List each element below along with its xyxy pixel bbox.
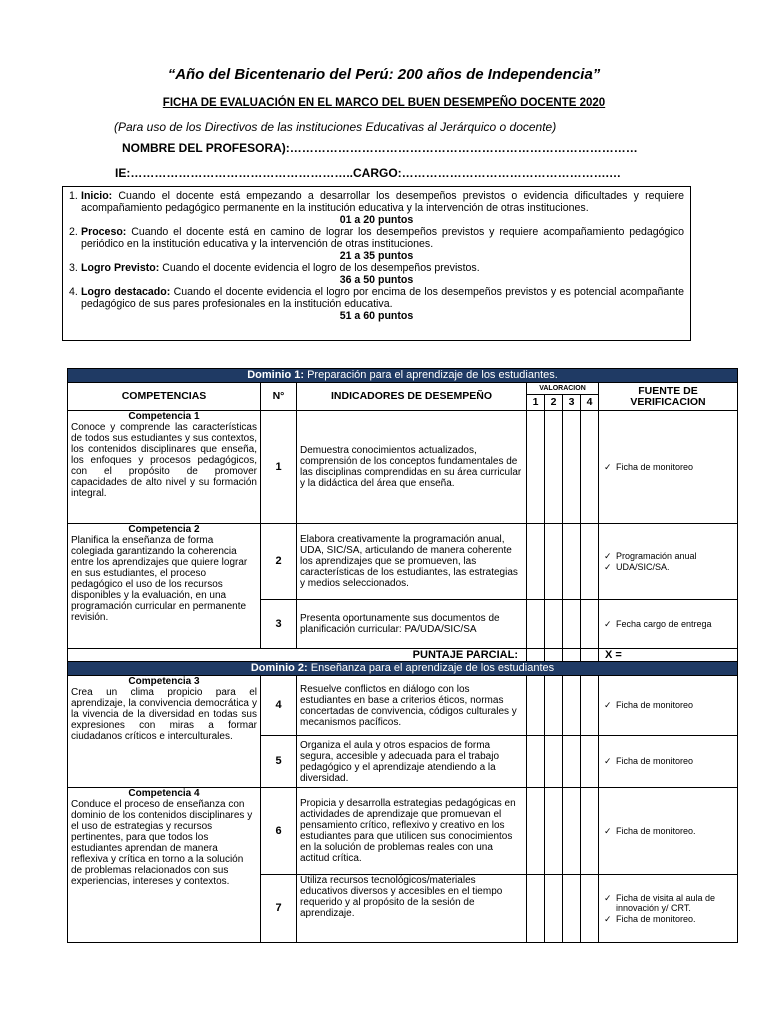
- indicator-text: Presenta oportunamente sus documentos de planificación curricular: PA/UDA/SIC/SA: [297, 600, 527, 649]
- score-cell-2[interactable]: [545, 875, 563, 943]
- source-cell: [599, 788, 738, 875]
- competencia-cell: [68, 676, 261, 788]
- teacher-name-field: NOMBRE DEL PROFESORA):……………………………………………………………………………: [122, 141, 638, 155]
- header-valoracion: VALORACION: [527, 383, 599, 395]
- competencia-text: Planifica la enseñanza de forma colegiada garantizando la coherencia entre los aprendizajes que quiere lograr en sus estudiantes, el proceso pedagógico el uso de los recursos disponibles y la evaluación, en una programación curricular en permanente revisión.: [71, 535, 248, 623]
- puntaje-cell-4[interactable]: [581, 649, 599, 662]
- score-cell-1[interactable]: [527, 600, 545, 649]
- competencia-cell: [68, 411, 261, 524]
- level-name: Logro destacado:: [81, 286, 171, 298]
- document-title: [0, 97, 768, 109]
- indicator-text: Organiza el aula y otros espacios de forma segura, accesible y adecuada para el trabajo pedagógico y el aprendizaje atendiendo a la diversidad.: [297, 736, 527, 788]
- header-fuente: FUENTE DE VERIFICACION: [599, 383, 738, 411]
- dominio-2-label: Dominio 2:: [250, 662, 308, 674]
- score-cell-3[interactable]: [563, 600, 581, 649]
- score-cell-2[interactable]: [545, 600, 563, 649]
- indicator-number: 7: [261, 875, 297, 943]
- score-cell-1[interactable]: [527, 676, 545, 736]
- levels-box: [62, 186, 691, 341]
- score-cell-2[interactable]: [545, 788, 563, 875]
- competencia-text: Conduce el proceso de enseñanza con dominio de los contenidos disciplinares y el uso de estrategias y recursos pertinentes, para que todos los estudiantes aprendan de manera reflexiva y crítica en torno a la solución de problemas relacionados con sus experiencias, intereses y contextos.: [71, 799, 253, 887]
- source-cell: [599, 875, 738, 943]
- score-cell-4[interactable]: [581, 600, 599, 649]
- score-cell-4[interactable]: [581, 875, 599, 943]
- table-row: [68, 676, 738, 736]
- score-cell-4[interactable]: [581, 736, 599, 788]
- header-num: N°: [261, 383, 297, 411]
- puntaje-row: [68, 649, 738, 662]
- scale-2: 2: [545, 395, 563, 411]
- score-cell-3[interactable]: [563, 524, 581, 600]
- score-cell-4[interactable]: [581, 676, 599, 736]
- score-cell-2[interactable]: [545, 676, 563, 736]
- puntaje-average: X =: [599, 649, 738, 662]
- header-indicadores: INDICADORES DE DESEMPEÑO: [297, 383, 527, 411]
- indicator-number: 5: [261, 736, 297, 788]
- table-header-row: [68, 383, 738, 395]
- level-item: [69, 286, 684, 310]
- level-range: 36 a 50 puntos: [339, 274, 414, 286]
- document-subtitle: (Para uso de los Directivos de las instituciones Educativas al Jerárquico o docente): [114, 120, 557, 134]
- competencia-text: Crea un clima propicio para el aprendizaje, la convivencia democrática y la vivencia de la diversidad en todas sus expresiones con miras a formar ciudadanos críticos e interculturales.: [71, 687, 257, 742]
- level-number: 1.: [69, 190, 78, 202]
- score-cell-1[interactable]: [527, 788, 545, 875]
- score-cell-2[interactable]: [545, 411, 563, 524]
- dominio-2-text: Enseñanza para el aprendizaje de los estudiantes: [307, 662, 555, 674]
- level-range: 21 a 35 puntos: [339, 250, 414, 262]
- competencia-text: Conoce y comprende las características de todos sus estudiantes y sus contextos, los contenidos disciplinares que enseña, los enfoques y procesos pedagógicos, con el propósito de promover capacidades de alto nivel y su formación integral.: [71, 422, 257, 499]
- level-name: Inicio:: [81, 190, 113, 202]
- dominio-2-row: [68, 662, 738, 676]
- score-cell-4[interactable]: [581, 411, 599, 524]
- level-description: Cuando el docente está en camino de lograr los desempeños previstos y requiere acompañamiento pedagógico periódico en la institución educativa y la intervención de otras instituciones.: [81, 226, 684, 250]
- dominio-1-label: Dominio 1:: [247, 369, 305, 381]
- source-cell: [599, 676, 738, 736]
- dominio-1-row: [68, 369, 738, 383]
- puntaje-cell-3[interactable]: [563, 649, 581, 662]
- source-item: ✓ Ficha de monitoreo: [616, 462, 734, 473]
- indicator-number: 2: [261, 524, 297, 600]
- scale-1: 1: [527, 395, 545, 411]
- source-item: ✓ Fecha cargo de entrega: [616, 619, 734, 630]
- score-cell-1[interactable]: [527, 875, 545, 943]
- dominio-1-text: Preparación para el aprendizaje de los estudiantes.: [304, 369, 558, 381]
- indicator-text: Propicia y desarrolla estrategias pedagógicas en actividades de aprendizaje que promuevan el pensamiento crítico, reflexivo y creativo en los estudiantes para que utilicen sus conocimientos en la solución de problemas reales con una actitud crítica.: [297, 788, 527, 875]
- dominio-1-heading: [68, 369, 738, 383]
- source-cell: [599, 736, 738, 788]
- level-number: 3.: [69, 262, 78, 274]
- level-item: [69, 190, 684, 214]
- puntaje-cell-2[interactable]: [545, 649, 563, 662]
- header-competencias: COMPETENCIAS: [68, 383, 261, 411]
- source-item: ✓ Ficha de monitoreo: [616, 700, 734, 711]
- score-cell-4[interactable]: [581, 788, 599, 875]
- score-cell-1[interactable]: [527, 411, 545, 524]
- source-cell: [599, 600, 738, 649]
- indicator-number: 1: [261, 411, 297, 524]
- indicator-text: Resuelve conflictos en diálogo con los estudiantes en base a criterios éticos, normas concertadas de convivencia, códigos culturales y mecanismos pacíficos.: [297, 676, 527, 736]
- dominio-2-heading: [68, 662, 738, 676]
- indicator-text: Utiliza recursos tecnológicos/materiales educativos diversos y accesibles en el tiempo requerido y al propósito de la sesión de aprendizaje.: [297, 875, 527, 943]
- source-item: ✓ UDA/SIC/SA.: [616, 562, 734, 573]
- competencia-title: Competencia 4: [128, 788, 200, 799]
- indicator-number: 4: [261, 676, 297, 736]
- level-description: Cuando el docente evidencia el logro por encima de los desempeños previstos y es potencial acompañante pedagógico de sus pares profesionales en la institución educativa.: [81, 286, 684, 310]
- score-cell-3[interactable]: [563, 411, 581, 524]
- level-number: 2.: [69, 226, 78, 238]
- level-description: Cuando el docente evidencia el logro de los desempeños previstos.: [159, 262, 480, 274]
- indicator-number: 3: [261, 600, 297, 649]
- competencia-title: Competencia 2: [128, 524, 200, 535]
- puntaje-label: PUNTAJE PARCIAL:: [68, 649, 527, 662]
- ie-cargo-field: IE:………………………………………………..CARGO:…………………………………………….…: [115, 166, 621, 180]
- score-cell-2[interactable]: [545, 736, 563, 788]
- indicator-number: 6: [261, 788, 297, 875]
- competencia-cell: [68, 788, 261, 943]
- puntaje-cell-1[interactable]: [527, 649, 545, 662]
- source-item: ✓ Programación anual: [616, 551, 734, 562]
- table-row: [68, 788, 738, 875]
- score-cell-3[interactable]: [563, 736, 581, 788]
- score-cell-3[interactable]: [563, 676, 581, 736]
- competencia-title: Competencia 1: [128, 411, 200, 422]
- source-cell: [599, 411, 738, 524]
- scale-3: 3: [563, 395, 581, 411]
- level-range: 51 a 60 puntos: [339, 310, 414, 322]
- competencia-cell: [68, 524, 261, 649]
- level-number: 4.: [69, 286, 78, 298]
- indicator-text: Elabora creativamente la programación anual, UDA, SIC/SA, articulando de manera coherente los aprendizajes que se promueven, las características de los estudiantes, las estrategias y medios seleccionados.: [297, 524, 527, 600]
- level-name: Logro Previsto:: [81, 262, 160, 274]
- score-cell-4[interactable]: [581, 524, 599, 600]
- level-item: [69, 262, 684, 274]
- table-row: [68, 411, 738, 524]
- evaluation-table: [67, 368, 738, 943]
- indicator-text: Demuestra conocimientos actualizados, comprensión de los conceptos fundamentales de las disciplinas comprendidas en su área curricular y la didáctica del área que enseña.: [297, 411, 527, 524]
- score-cell-1[interactable]: [527, 524, 545, 600]
- source-item: ✓ Ficha de monitoreo: [616, 756, 734, 767]
- score-cell-3[interactable]: [563, 788, 581, 875]
- document-motto: “Año del Bicentenario del Perú: 200 años de Independencia”: [167, 66, 601, 83]
- level-item: [69, 226, 684, 250]
- source-item: ✓ Ficha de visita al aula de innovación y/ CRT.: [616, 893, 734, 914]
- level-description: Cuando el docente está empezando a desarrollar los desempeños previstos o evidencia dificultades y requiere acompañamiento pedagógico permanente en la institución educativa y la intervención de otras instituciones.: [81, 190, 684, 214]
- document-title-text: FICHA DE EVALUACIÓN EN EL MARCO DEL BUEN DESEMPEÑO DOCENTE 2020: [162, 97, 606, 109]
- score-cell-3[interactable]: [563, 875, 581, 943]
- level-name: Proceso:: [81, 226, 127, 238]
- competencia-title: Competencia 3: [128, 676, 200, 687]
- source-cell: [599, 524, 738, 600]
- score-cell-1[interactable]: [527, 736, 545, 788]
- source-item: ✓ Ficha de monitoreo.: [616, 826, 734, 837]
- level-range: 01 a 20 puntos: [339, 214, 414, 226]
- table-row: [68, 524, 738, 600]
- source-item: ✓ Ficha de monitoreo.: [616, 914, 734, 925]
- score-cell-2[interactable]: [545, 524, 563, 600]
- scale-4: 4: [581, 395, 599, 411]
